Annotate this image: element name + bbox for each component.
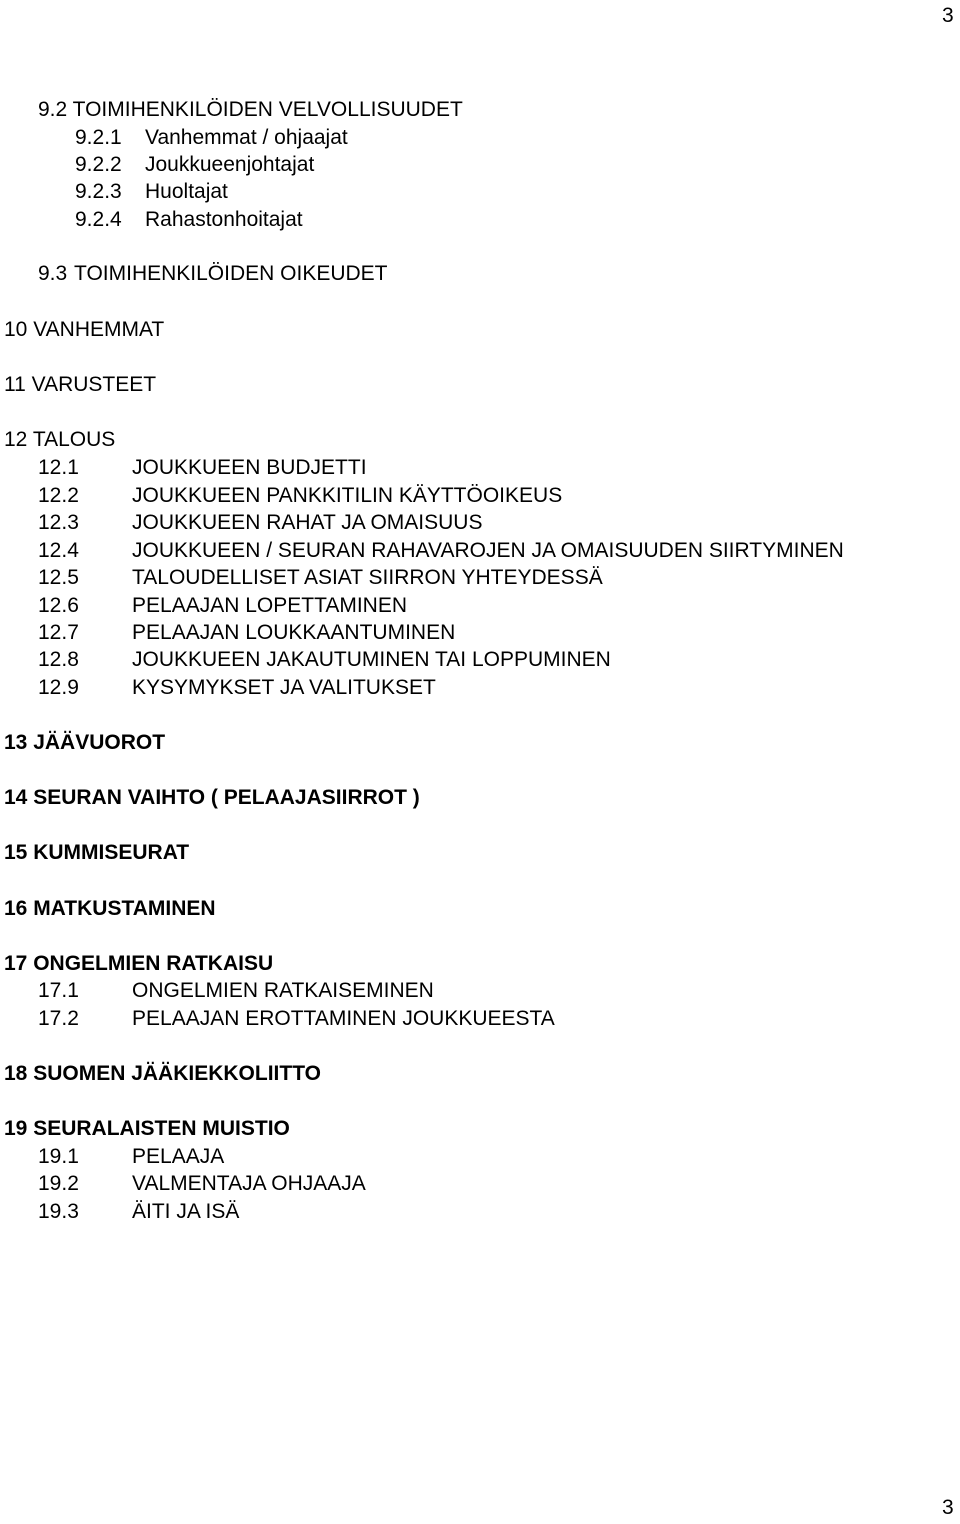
toc-item-17-1: ONGELMIEN RATKAISEMINEN — [132, 979, 434, 1002]
toc-item-12-8: JOUKKUEEN JAKAUTUMINEN TAI LOPPUMINEN — [132, 648, 611, 671]
toc-num-9-2-1: 9.2.1 — [75, 126, 122, 149]
toc-heading-9-3: TOIMIHENKILÖIDEN OIKEUDET — [74, 262, 388, 285]
toc-num-19-3: 19.3 — [38, 1200, 79, 1223]
toc-item-9-2-2: Joukkueenjohtajat — [145, 153, 315, 176]
toc-item-12-7: PELAAJAN LOUKKAANTUMINEN — [132, 621, 456, 644]
toc-item-19-1: PELAAJA — [132, 1145, 225, 1168]
toc-num-12-8: 12.8 — [38, 648, 79, 671]
toc-item-9-2-3: Huoltajat — [145, 180, 228, 203]
toc-item-17-2: PELAAJAN EROTTAMINEN JOUKKUEESTA — [132, 1007, 555, 1030]
toc-item-12-9: KYSYMYKSET JA VALITUKSET — [132, 676, 436, 699]
toc-item-12-5: TALOUDELLISET ASIAT SIIRRON YHTEYDESSÄ — [132, 566, 603, 589]
page-number-bottom: 3 — [942, 1496, 954, 1519]
toc-item-12-1: JOUKKUEEN BUDJETTI — [132, 456, 367, 479]
toc-heading-10: 10 VANHEMMAT — [4, 318, 165, 341]
toc-heading-9-2: 9.2 TOIMIHENKILÖIDEN VELVOLLISUUDET — [38, 98, 463, 121]
toc-item-19-2: VALMENTAJA OHJAAJA — [132, 1172, 366, 1195]
toc-heading-17: 17 ONGELMIEN RATKAISU — [4, 952, 274, 975]
toc-num-9-2-4: 9.2.4 — [75, 208, 122, 231]
toc-item-12-4: JOUKKUEEN / SEURAN RAHAVAROJEN JA OMAISUUDEN SIIRTYMINEN — [132, 539, 844, 562]
toc-heading-16: 16 MATKUSTAMINEN — [4, 897, 216, 920]
toc-item-12-3: JOUKKUEEN RAHAT JA OMAISUUS — [132, 511, 483, 534]
toc-num-12-5: 12.5 — [38, 566, 79, 589]
toc-num-12-9: 12.9 — [38, 676, 79, 699]
toc-num-12-1: 12.1 — [38, 456, 79, 479]
toc-num-9-2-3: 9.2.3 — [75, 180, 122, 203]
toc-num-12-3: 12.3 — [38, 511, 79, 534]
toc-num-19-1: 19.1 — [38, 1145, 79, 1168]
toc-item-19-3: ÄITI JA ISÄ — [132, 1200, 240, 1223]
toc-num-9-2-2: 9.2.2 — [75, 153, 122, 176]
toc-heading-14: 14 SEURAN VAIHTO ( PELAAJASIIRROT ) — [4, 786, 420, 809]
toc-heading-15: 15 KUMMISEURAT — [4, 841, 190, 864]
toc-num-12-7: 12.7 — [38, 621, 79, 644]
toc-item-9-2-1: Vanhemmat / ohjaajat — [145, 126, 348, 149]
toc-heading-19: 19 SEURALAISTEN MUISTIO — [4, 1117, 290, 1140]
toc-num-12-2: 12.2 — [38, 484, 79, 507]
toc-num-17-1: 17.1 — [38, 979, 79, 1002]
toc-item-12-6: PELAAJAN LOPETTAMINEN — [132, 594, 408, 617]
toc-item-9-2-4: Rahastonhoitajat — [145, 208, 303, 231]
toc-num-12-4: 12.4 — [38, 539, 79, 562]
toc-heading-11: 11 VARUSTEET — [4, 373, 157, 396]
toc-heading-12: 12 TALOUS — [4, 428, 116, 451]
toc-num-9-3: 9.3 — [38, 262, 68, 285]
toc-item-12-2: JOUKKUEEN PANKKITILIN KÄYTTÖOIKEUS — [132, 484, 563, 507]
toc-heading-13: 13 JÄÄVUOROT — [4, 731, 166, 754]
page-number-top: 3 — [942, 4, 954, 27]
toc-heading-18: 18 SUOMEN JÄÄKIEKKOLIITTO — [4, 1062, 321, 1085]
toc-num-12-6: 12.6 — [38, 594, 79, 617]
toc-num-19-2: 19.2 — [38, 1172, 79, 1195]
toc-num-17-2: 17.2 — [38, 1007, 79, 1030]
